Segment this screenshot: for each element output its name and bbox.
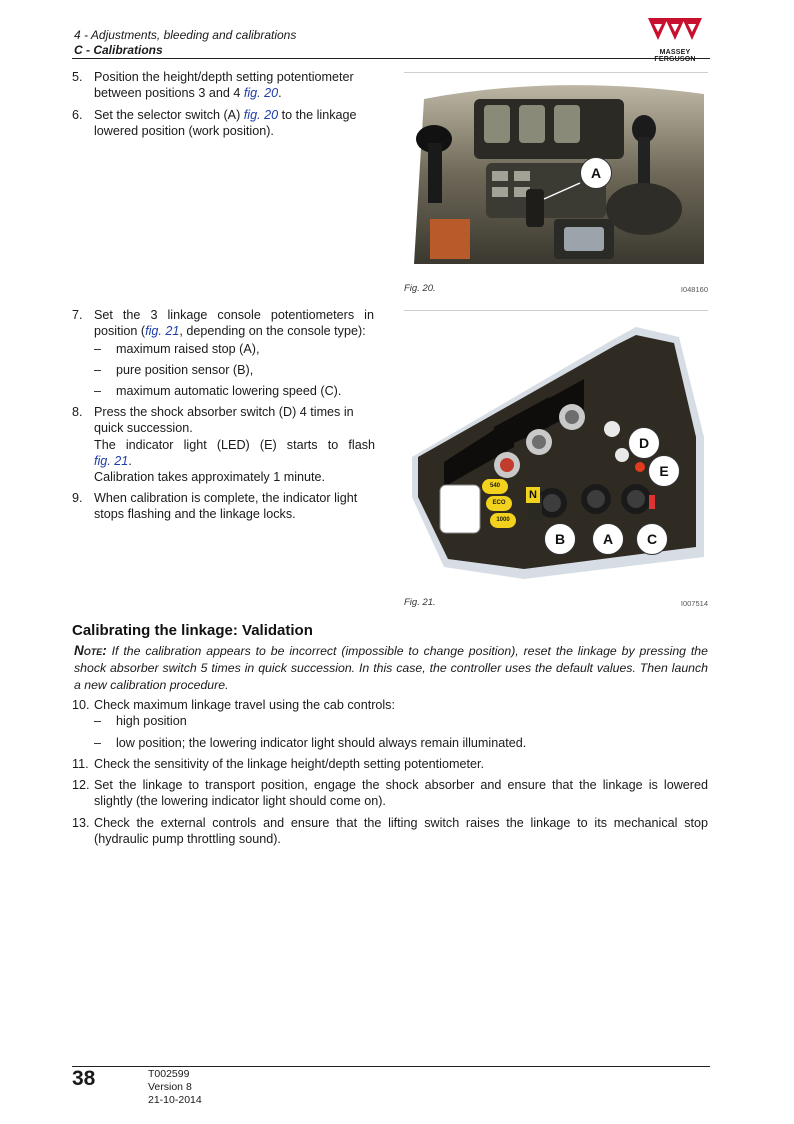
figure-reference: I007514 xyxy=(680,599,708,608)
callout-b: B xyxy=(544,523,576,555)
step-text: Set the selector switch (A) xyxy=(94,108,244,122)
note-paragraph xyxy=(74,642,708,694)
step-number: 8. xyxy=(72,405,83,419)
footer-rule xyxy=(72,1066,710,1067)
button-1000: 1000 xyxy=(490,513,516,528)
figure-20 xyxy=(404,72,708,297)
step-number: 7. xyxy=(72,308,83,322)
step-text: When calibration is complete, the indicator light stops flashing and the linkage locks. xyxy=(94,491,358,522)
document-version: Version 8 xyxy=(148,1081,192,1093)
document-date: 21-10-2014 xyxy=(148,1094,202,1106)
section-heading: Calibrating the linkage: Validation xyxy=(72,622,313,639)
step-number: 11. xyxy=(72,757,89,771)
document-info xyxy=(148,1068,202,1107)
figure-caption: Fig. 20. xyxy=(404,283,436,294)
brand-logo xyxy=(638,16,712,63)
neutral-indicator: N xyxy=(526,487,540,503)
note-text: If the calibration appears to be incorrect (impossible to change position), reset the linkage by pressing the shock absorber switch 5 times in quick succession. In this case, the controller uses the default values. Then launch a new calibration procedure. xyxy=(74,644,708,692)
figure-caption: Fig. 21. xyxy=(404,597,436,608)
step-number: 12. xyxy=(72,778,90,792)
figure-21 xyxy=(404,310,708,611)
button-540: 540 xyxy=(482,479,508,494)
section-title: C - Calibrations xyxy=(74,43,163,57)
brand-name: MASSEY FERGUSON xyxy=(654,49,696,63)
figure-link[interactable]: fig. 21 xyxy=(145,324,180,339)
step-text: Check the external controls and ensure that the lifting switch raises the linkage to its mechanical stop (hydraulic pump throttling sound). xyxy=(94,816,708,847)
chapter-title: 4 - Adjustments, bleeding and calibrations xyxy=(74,28,297,42)
figure-reference: I048160 xyxy=(680,285,708,294)
step-number: 6. xyxy=(72,108,83,122)
step-text: Set the linkage to transport position, engage the shock absorber and ensure that the linkage is lowered slightly (the lowering indicator light should come on). xyxy=(94,778,708,809)
callout-a: A xyxy=(580,157,612,189)
control-console-photo xyxy=(404,79,708,279)
step-number: 5. xyxy=(72,70,83,84)
note-label: Note: xyxy=(74,643,107,658)
header-rule xyxy=(72,58,710,59)
figure-link[interactable]: fig. 20 xyxy=(243,86,279,101)
page-number: 38 xyxy=(72,1067,96,1090)
callout-e: E xyxy=(648,455,680,487)
callout-a: A xyxy=(592,523,624,555)
step-text: Check the sensitivity of the linkage height/depth setting potentiometer. xyxy=(94,757,484,771)
figure-link[interactable]: fig. 20 xyxy=(243,108,279,122)
button-eco: ECO xyxy=(486,496,512,511)
triple-triangle-logo-icon xyxy=(638,16,712,50)
step-number: 10. xyxy=(72,698,90,712)
step-number: 13. xyxy=(72,816,90,830)
step-text: Set the 3 linkage console potentiometers in position ( xyxy=(94,308,374,339)
step-text: Position the height/depth setting potentiometer between positions 3 and 4 xyxy=(94,70,354,101)
step-text: Check maximum linkage travel using the cab controls: xyxy=(94,698,395,712)
step-text: Press the shock absorber switch (D) 4 times in quick succession. xyxy=(94,405,354,436)
document-code: T002599 xyxy=(148,1068,190,1080)
callout-c: C xyxy=(636,523,668,555)
step-number: 9. xyxy=(72,491,83,505)
callout-d: D xyxy=(628,427,660,459)
figure-link[interactable]: fig. 21 xyxy=(94,453,129,468)
